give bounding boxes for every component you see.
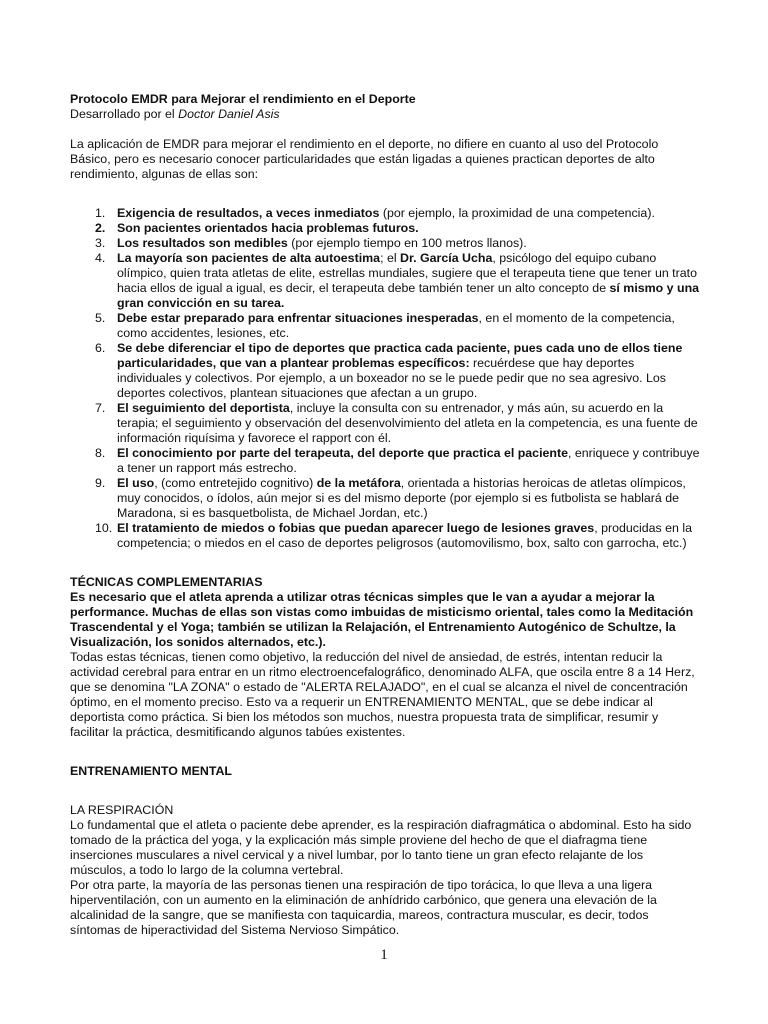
section-bold-text: Es necesario que el atleta aprenda a utilizar otras técnicas simples que le van a ayudar a mejorar la performance. Muchas de ellas son vistas como imbuidas de misticismo oriental, tales como la Meditación Trascendental y el Yoga; también se utilizan la Relajación, el Entrenamiento Autogénico de Schultze, la Visualización, los sonidos alternados, etc.).	[70, 590, 694, 649]
list-item	[70, 401, 700, 446]
list-item-text: (por ejemplo tiempo en 100 metros llanos).	[287, 236, 527, 250]
document-body	[70, 92, 700, 938]
list-item-bold: sí mismo y una gran convicción en su tarea.	[117, 281, 700, 310]
list-item-text: ; el	[380, 251, 401, 265]
list-item-text: , en el momento de la competencia, como accidentes, lesiones, etc.	[117, 311, 675, 340]
list-item-text: , incluye la consulta con su entrenador, y más aún, su acuerdo en la terapia; el seguimiento y observación del desenvolvimiento del atleta en la competencia, es una fuente de información riquísima y favorece el rapport con él.	[117, 401, 698, 445]
section-heading-tecnicas: TÉCNICAS COMPLEMENTARIAS	[70, 575, 263, 589]
list-item-bold: El seguimiento del deportista	[117, 401, 290, 415]
list-item	[70, 311, 700, 341]
list-item-bold: El conocimiento por parte del terapeuta, del deporte que practica el paciente	[117, 446, 568, 460]
document-subtitle	[70, 107, 700, 122]
list-item-bold: El tratamiento de miedos o fobias que puedan aparecer luego de lesiones graves	[117, 521, 595, 535]
list-item-bold: Debe estar preparado para enfrentar situaciones inesperadas	[117, 311, 479, 325]
respiracion-paragraph-2: Por otra parte, la mayoría de las personas tienen una respiración de tipo torácica, lo que lleva a una ligera hiperventilación, con un aumento en la eliminación de anhídrido carbónico, que genera una elevación de la alcalinidad de la sangre, que se manifiesta con taquicardia, mareos, contractura muscular, es decir, todos síntomas de hiperactividad del Sistema Nervioso Simpático.	[70, 878, 657, 937]
subtitle-author: Doctor Daniel Asis	[178, 107, 280, 121]
list-item-number: 5.	[95, 311, 106, 325]
intro-paragraph: La aplicación de EMDR para mejorar el rendimiento en el deporte, no difiere en cuanto al uso del Protocolo Básico, pero es necesario conocer particularidades que están ligadas a quienes practican deportes de alto rendimiento, algunas de ellas son:	[70, 137, 659, 181]
list-item-text: (por ejemplo, la proximidad de una competencia).	[379, 206, 655, 220]
list-item-text: , orientada a historias heroicas de atletas olímpicos, muy conocidos, o ídolos, aún mejor si es del mismo deporte (por ejemplo si es futbolista se hablará de Maradona, si es basquetbolista, de Michael Jordan, etc.)	[117, 476, 686, 520]
list-item-bold: Se debe diferenciar el tipo de deportes que practica cada paciente, pues cada uno de ellos tiene particularidades, que van a plantear problemas específicos:	[117, 341, 683, 370]
list-item-bold: Los resultados son medibles	[117, 236, 288, 250]
subtitle-prefix: Desarrollado por el	[70, 107, 179, 121]
list-item-number: 3.	[95, 236, 106, 250]
list-item-text: , producidas en la competencia; o miedos en el caso de deportes peligrosos (automovilismo, box, salto con garrocha, etc.)	[117, 521, 692, 550]
list-item	[70, 251, 700, 311]
list-item-bold: Dr. García Ucha	[400, 251, 493, 265]
list-item-number: 6.	[95, 341, 106, 355]
page-number: 1	[380, 947, 388, 963]
section-paragraph: Todas estas técnicas, tienen como objetivo, la reducción del nivel de ansiedad, de estrés, intentan reducir la actividad cerebral para entrar en un ritmo electroencefalográfico, denominado ALFA, que oscila entre 8 a 14 Herz, que se denomina "LA ZONA" o estado de "ALERTA RELAJADO", en el cual se alcanza el nivel de concentración óptimo, en el momento preciso. Esto va a requerir un ENTRENAMIENTO MENTAL, que se debe indicar al deportista como práctica. Si bien los métodos son muchos, nuestra propuesta trata de simplificar, resumir y facilitar la práctica, desmitificando algunos tabúes existentes.	[70, 650, 695, 739]
list-item-number: 2.	[95, 221, 106, 235]
list-item	[70, 521, 700, 551]
section-heading-entrenamiento: ENTRENAMIENTO MENTAL	[70, 764, 232, 778]
list-item-bold: Son pacientes orientados hacia problemas futuros.	[117, 221, 419, 235]
list-item-number: 4.	[95, 251, 106, 265]
list-item-bold: El uso	[117, 476, 155, 490]
list-item-number: 9.	[95, 476, 106, 490]
list-item-number: 10.	[95, 521, 113, 535]
list-item-number: 7.	[95, 401, 106, 415]
list-item-text: , enriquece y contribuye a tener un rapport más estrecho.	[117, 446, 700, 475]
subsection-heading-respiracion: LA RESPIRACIÓN	[70, 803, 174, 817]
list-item-number: 1.	[95, 206, 106, 220]
list-item-text: recuérdese que hay deportes individuales y colectivos. Por ejemplo, a un boxeador no se le puede pedir que no sea agresivo. Los deportes colectivos, plantean situaciones que afectan a un grupo.	[117, 356, 666, 400]
list-item-text: , psicólogo del equipo cubano olímpico, quien trata atletas de elite, estrellas mundiales, sugiere que el terapeuta tiene que tener un trato hacia ellos de igual a igual, es decir, el terapeuta debe también tener un alto concepto de	[117, 251, 697, 295]
list-item	[70, 206, 700, 221]
list-item-bold: Exigencia de resultados, a veces inmediatos	[117, 206, 380, 220]
list-item-bold: La mayoría son pacientes de alta autoestima	[117, 251, 381, 265]
list-item-bold: de la metáfora	[316, 476, 401, 490]
section-bold-paragraph	[70, 590, 700, 650]
list-item-number: 8.	[95, 446, 106, 460]
list-item	[70, 446, 700, 476]
list-item	[70, 221, 700, 236]
document-title: Protocolo EMDR para Mejorar el rendimiento en el Deporte	[70, 92, 416, 106]
list-item	[70, 236, 700, 251]
list-item-text: , (como entretejido cognitivo)	[154, 476, 317, 490]
respiracion-paragraph-1: Lo fundamental que el atleta o paciente debe aprender, es la respiración diafragmática o abdominal. Esto ha sido tomado de la práctica del yoga, y la explicación más simple proviene del hecho de que el diafragma tiene inserciones musculares a nivel cervical y a nivel lumbar, por lo tanto tiene un gran efecto relajante de los músculos, a todo lo largo de la columna vertebral.	[70, 818, 692, 877]
numbered-list	[70, 206, 700, 551]
list-item	[70, 476, 700, 521]
list-item	[70, 341, 700, 401]
